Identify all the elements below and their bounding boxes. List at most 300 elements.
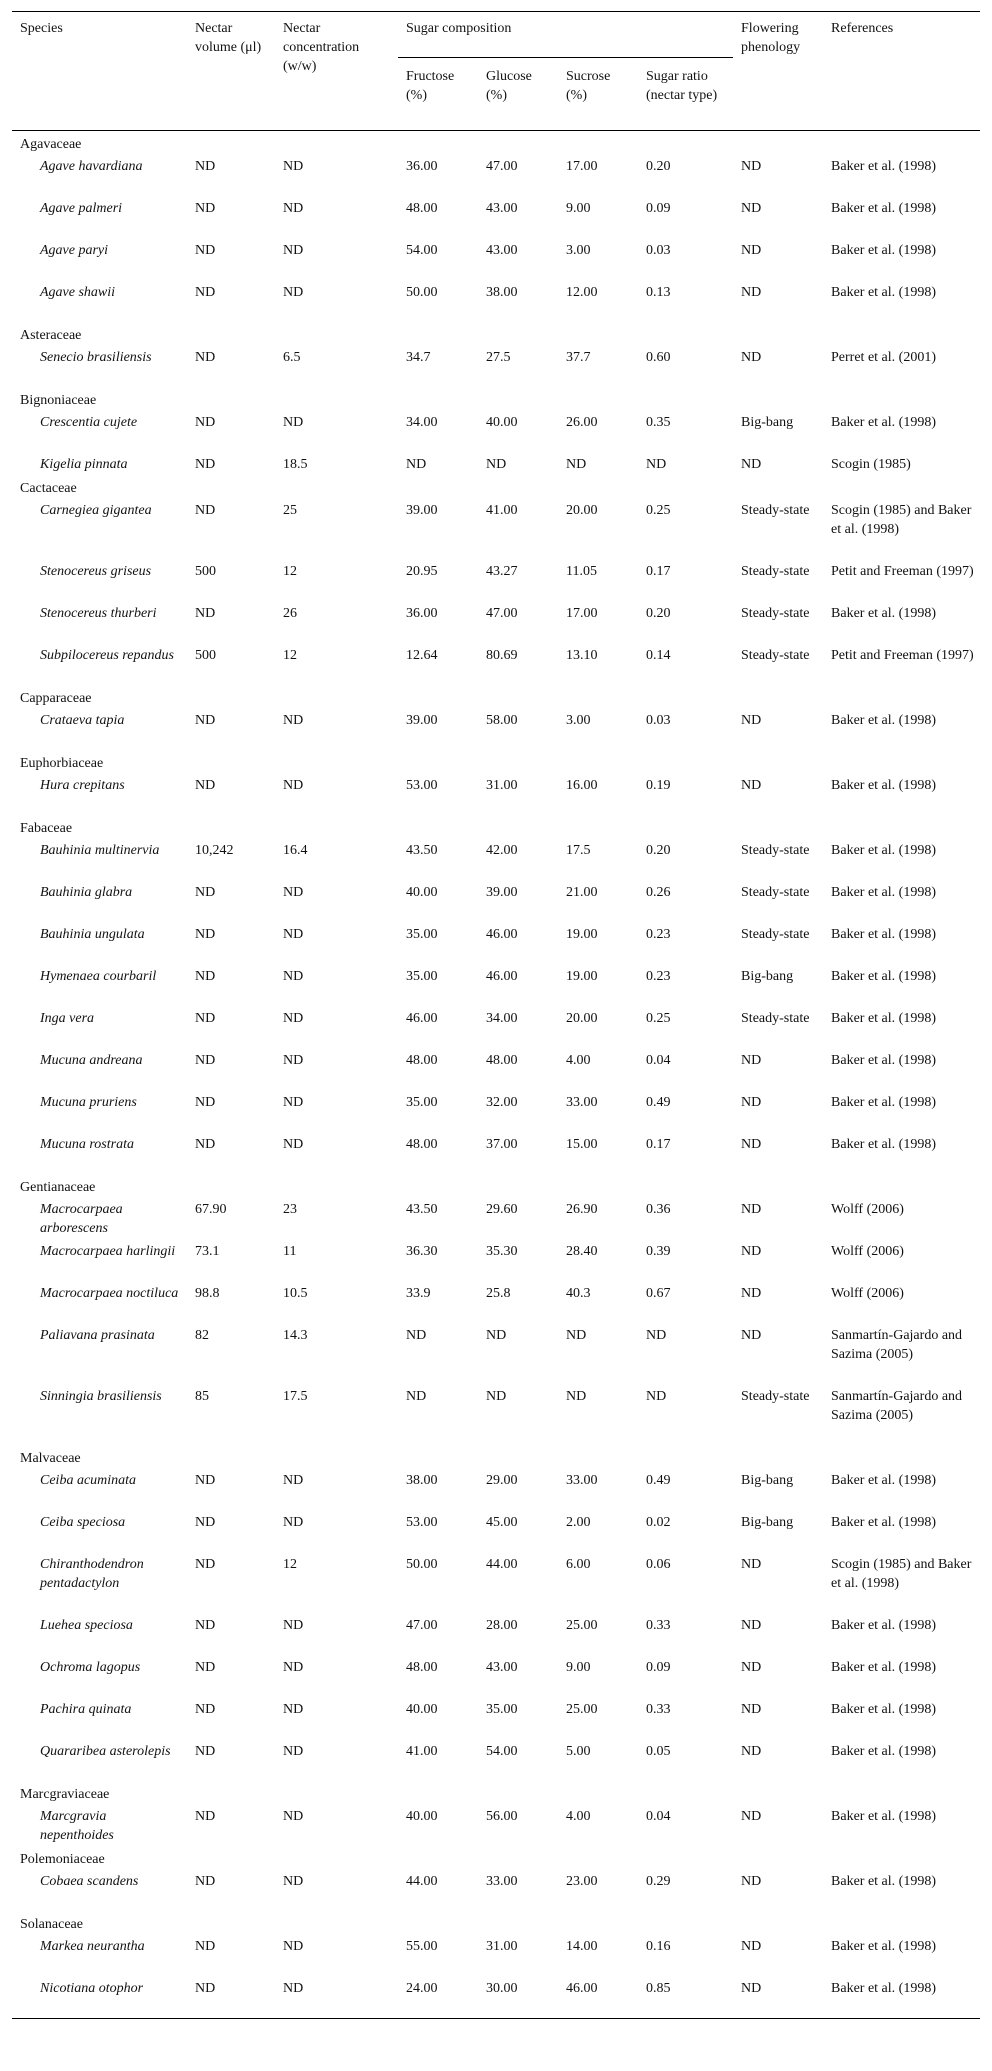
family-name: Asteraceae: [20, 328, 82, 343]
nectar-concentration-cell: ND: [283, 1660, 304, 1675]
glucose-cell: 46.00: [486, 927, 518, 942]
family-name: Agavaceae: [20, 137, 82, 152]
glucose-cell: 30.00: [478, 1976, 558, 2018]
table-body: [12, 131, 980, 2019]
table-row: [12, 1323, 980, 1384]
species-cell: Subpilocereus repandus: [40, 648, 174, 663]
sucrose-cell: 46.00: [558, 1976, 638, 2018]
nectar-concentration-cell: 11: [283, 1244, 297, 1259]
sugar-ratio-cell: ND: [646, 1389, 667, 1404]
fructose-cell: 40.00: [406, 885, 438, 900]
phenology-cell: ND: [741, 778, 762, 793]
species-cell: Pachira quinata: [40, 1702, 132, 1717]
glucose-cell: 29.60: [486, 1202, 518, 1217]
phenology-cell: ND: [741, 1244, 762, 1259]
species-cell: Agave shawii: [40, 285, 116, 300]
family-name: Bignoniaceae: [20, 393, 97, 408]
nectar-concentration-cell: ND: [283, 159, 304, 174]
glucose-cell: 39.00: [486, 885, 518, 900]
table-row: [12, 1613, 980, 1655]
phenology-cell: Big-bang: [741, 1473, 794, 1488]
sugar-ratio-cell: 0.33: [646, 1702, 671, 1717]
nectar-volume-cell: 82: [195, 1328, 209, 1343]
phenology-cell: ND: [741, 159, 762, 174]
phenology-cell: ND: [741, 1874, 762, 1889]
nectar-volume-cell: ND: [195, 1557, 216, 1572]
nectar-volume-cell: ND: [195, 1618, 216, 1633]
glucose-cell: 40.00: [486, 415, 518, 430]
glucose-cell: 41.00: [486, 503, 518, 518]
table-row: [12, 601, 980, 643]
glucose-cell: ND: [486, 1389, 507, 1404]
glucose-cell: 47.00: [486, 606, 518, 621]
phenology-cell: ND: [741, 285, 762, 300]
nectar-volume-cell: ND: [195, 778, 216, 793]
nectar-volume-cell: 500: [195, 564, 216, 579]
glucose-cell: 38.00: [486, 285, 518, 300]
sucrose-cell: 25.00: [566, 1702, 598, 1717]
phenology-cell: ND: [741, 1557, 762, 1572]
reference-cell: Scogin (1985) and Baker et al. (1998): [831, 1557, 972, 1591]
family-row: [12, 1174, 980, 1197]
phenology-cell: Big-bang: [741, 969, 794, 984]
phenology-cell: ND: [741, 243, 762, 258]
species-cell: Agave havardiana: [40, 159, 143, 174]
glucose-cell: 34.00: [486, 1011, 518, 1026]
table-row: [12, 1006, 980, 1048]
fructose-cell: ND: [406, 1328, 427, 1343]
species-cell: Luehea speciosa: [40, 1618, 133, 1633]
sucrose-cell: ND: [566, 1389, 587, 1404]
sucrose-cell: 28.40: [566, 1244, 598, 1259]
reference-cell: Baker et al. (1998): [831, 1618, 936, 1633]
nectar-volume-cell: ND: [195, 1660, 216, 1675]
table-row: [12, 880, 980, 922]
header-sucrose: Sucrose (%): [558, 58, 638, 131]
table-row: [12, 1869, 980, 1911]
nectar-volume-cell: ND: [195, 885, 216, 900]
species-cell: Bauhinia glabra: [40, 885, 133, 900]
sucrose-cell: 9.00: [566, 201, 591, 216]
phenology-cell: Steady-state: [741, 1011, 810, 1026]
fructose-cell: 48.00: [406, 1137, 438, 1152]
phenology-cell: ND: [733, 1976, 823, 2018]
glucose-cell: 47.00: [486, 159, 518, 174]
phenology-cell: Steady-state: [741, 843, 810, 858]
reference-cell: Baker et al. (1998): [831, 1939, 936, 1954]
fructose-cell: 39.00: [406, 713, 438, 728]
sugar-ratio-cell: 0.36: [646, 1202, 671, 1217]
sugar-ratio-cell: ND: [646, 1328, 667, 1343]
phenology-cell: ND: [741, 1328, 762, 1343]
sugar-ratio-cell: 0.02: [646, 1515, 671, 1530]
nectar-volume-cell: ND: [195, 713, 216, 728]
species-cell: Nicotiana otophor: [12, 1976, 187, 2018]
family-name: Capparaceae: [20, 691, 92, 706]
phenology-cell: ND: [741, 1939, 762, 1954]
nectar-concentration-cell: ND: [283, 1053, 304, 1068]
reference-cell: Baker et al. (1998): [831, 713, 936, 728]
fructose-cell: 36.00: [406, 606, 438, 621]
sugar-ratio-cell: 0.67: [646, 1286, 671, 1301]
table-row: [12, 345, 980, 387]
species-cell: Mucuna rostrata: [40, 1137, 134, 1152]
family-row: [12, 322, 980, 345]
sucrose-cell: 16.00: [566, 778, 598, 793]
phenology-cell: Big-bang: [741, 1515, 794, 1530]
nectar-volume-cell: ND: [195, 415, 216, 430]
nectar-volume-cell: ND: [195, 503, 216, 518]
nectar-table: [12, 11, 980, 2019]
table-row: [12, 964, 980, 1006]
table-row: [12, 1697, 980, 1739]
fructose-cell: 38.00: [406, 1473, 438, 1488]
fructose-cell: 47.00: [406, 1618, 438, 1633]
fructose-cell: 46.00: [406, 1011, 438, 1026]
fructose-cell: 24.00: [398, 1976, 478, 2018]
phenology-cell: ND: [741, 713, 762, 728]
sugar-ratio-cell: 0.14: [646, 648, 671, 663]
glucose-cell: 42.00: [486, 843, 518, 858]
nectar-concentration-cell: ND: [283, 1137, 304, 1152]
phenology-cell: Steady-state: [741, 927, 810, 942]
species-cell: Crescentia cujete: [40, 415, 138, 430]
glucose-cell: 43.00: [486, 243, 518, 258]
header-nectar-concentration: Nectar concentration (w/w): [275, 12, 398, 131]
phenology-cell: ND: [741, 1095, 762, 1110]
glucose-cell: 33.00: [486, 1874, 518, 1889]
glucose-cell: 48.00: [486, 1053, 518, 1068]
reference-cell: Petit and Freeman (1997): [831, 564, 974, 579]
sucrose-cell: ND: [566, 1328, 587, 1343]
glucose-cell: 37.00: [486, 1137, 518, 1152]
sugar-ratio-cell: 0.06: [646, 1557, 671, 1572]
sugar-ratio-cell: 0.05: [646, 1744, 671, 1759]
fructose-cell: 43.50: [406, 843, 438, 858]
nectar-concentration-cell: ND: [283, 885, 304, 900]
sugar-ratio-cell: 0.20: [646, 606, 671, 621]
fructose-cell: 54.00: [406, 243, 438, 258]
family-row: [12, 750, 980, 773]
nectar-concentration-cell: 17.5: [283, 1389, 308, 1404]
phenology-cell: Steady-state: [741, 885, 810, 900]
fructose-cell: 35.00: [406, 1095, 438, 1110]
fructose-cell: 39.00: [406, 503, 438, 518]
nectar-concentration-cell: ND: [283, 1809, 304, 1824]
glucose-cell: 35.30: [486, 1244, 518, 1259]
sugar-ratio-cell: 0.39: [646, 1244, 671, 1259]
sucrose-cell: 33.00: [566, 1095, 598, 1110]
glucose-cell: 32.00: [486, 1095, 518, 1110]
species-cell: Macrocarpaea arborescens: [40, 1202, 123, 1236]
sugar-ratio-cell: 0.09: [646, 1660, 671, 1675]
nectar-volume-cell: ND: [195, 1874, 216, 1889]
nectar-concentration-cell: ND: [283, 243, 304, 258]
species-cell: Kigelia pinnata: [40, 457, 128, 472]
reference-cell: Baker et al. (1998): [831, 843, 936, 858]
nectar-concentration-cell: ND: [275, 1976, 398, 2018]
nectar-volume-cell: ND: [195, 1011, 216, 1026]
fructose-cell: 50.00: [406, 1557, 438, 1572]
nectar-volume-cell: 500: [195, 648, 216, 663]
species-cell: Sinningia brasiliensis: [40, 1389, 162, 1404]
table-row: [12, 1934, 980, 1976]
sucrose-cell: 26.90: [566, 1202, 598, 1217]
family-name: Cactaceae: [20, 481, 77, 496]
fructose-cell: 55.00: [406, 1939, 438, 1954]
nectar-concentration-cell: ND: [283, 1515, 304, 1530]
table-row: [12, 1384, 980, 1445]
glucose-cell: 56.00: [486, 1809, 518, 1824]
nectar-concentration-cell: 12: [283, 564, 297, 579]
glucose-cell: 44.00: [486, 1557, 518, 1572]
phenology-cell: ND: [741, 1660, 762, 1675]
reference-cell: Baker et al. (1998): [831, 1809, 936, 1824]
species-cell: Quararibea asterolepis: [40, 1744, 171, 1759]
glucose-cell: 45.00: [486, 1515, 518, 1530]
sugar-ratio-cell: 0.23: [646, 927, 671, 942]
nectar-concentration-cell: ND: [283, 415, 304, 430]
reference-cell: Sanmartín-Gajardo and Sazima (2005): [831, 1389, 963, 1423]
species-cell: Crataeva tapia: [40, 713, 125, 728]
table-row: [12, 410, 980, 452]
glucose-cell: 54.00: [486, 1744, 518, 1759]
reference-cell: Baker et al. (1998): [831, 1053, 936, 1068]
glucose-cell: 29.00: [486, 1473, 518, 1488]
reference-cell: Baker et al. (1998): [831, 1473, 936, 1488]
species-cell: Bauhinia ungulata: [40, 927, 145, 942]
species-cell: Mucuna andreana: [40, 1053, 143, 1068]
species-cell: Inga vera: [40, 1011, 95, 1026]
nectar-concentration-cell: ND: [283, 713, 304, 728]
reference-cell: Baker et al. (1998): [831, 969, 936, 984]
sugar-ratio-cell: 0.03: [646, 713, 671, 728]
sucrose-cell: 2.00: [566, 1515, 591, 1530]
nectar-volume-cell: ND: [195, 927, 216, 942]
nectar-volume-cell: ND: [195, 1095, 216, 1110]
table-row: [12, 498, 980, 559]
fructose-cell: ND: [406, 457, 427, 472]
sucrose-cell: 17.00: [566, 159, 598, 174]
table-row: [12, 838, 980, 880]
header-sugar-ratio: Sugar ratio (nectar type): [638, 58, 733, 131]
nectar-concentration-cell: ND: [283, 1095, 304, 1110]
nectar-volume-cell: ND: [195, 1473, 216, 1488]
nectar-concentration-cell: 26: [283, 606, 297, 621]
nectar-concentration-cell: 23: [283, 1202, 297, 1217]
header-glucose: Glucose (%): [478, 58, 558, 131]
table-row: [12, 643, 980, 685]
nectar-concentration-cell: ND: [283, 1618, 304, 1633]
phenology-cell: ND: [741, 1053, 762, 1068]
sugar-ratio-cell: 0.03: [646, 243, 671, 258]
sugar-ratio-cell: 0.17: [646, 564, 671, 579]
fructose-cell: 35.00: [406, 927, 438, 942]
reference-cell: Baker et al. (1998): [831, 159, 936, 174]
table-row: [12, 1655, 980, 1697]
sugar-ratio-cell: 0.20: [646, 843, 671, 858]
sugar-ratio-cell: 0.04: [646, 1809, 671, 1824]
sugar-ratio-cell: 0.25: [646, 1011, 671, 1026]
table-row: [12, 708, 980, 750]
family-row: [12, 1781, 980, 1804]
sugar-ratio-cell: 0.29: [646, 1874, 671, 1889]
fructose-cell: 50.00: [406, 285, 438, 300]
glucose-cell: 35.00: [486, 1702, 518, 1717]
table-row: [12, 280, 980, 322]
sucrose-cell: 26.00: [566, 415, 598, 430]
sucrose-cell: 40.3: [566, 1286, 591, 1301]
sugar-ratio-cell: 0.04: [646, 1053, 671, 1068]
species-cell: Macrocarpaea harlingii: [40, 1244, 176, 1259]
reference-cell: Baker et al. (1998): [831, 927, 936, 942]
species-cell: Bauhinia multinervia: [40, 843, 160, 858]
phenology-cell: ND: [741, 1809, 762, 1824]
table-row: [12, 238, 980, 280]
reference-cell: Baker et al. (1998): [831, 243, 936, 258]
phenology-cell: ND: [741, 1137, 762, 1152]
family-name: Fabaceae: [20, 821, 73, 836]
glucose-cell: 25.8: [486, 1286, 511, 1301]
family-name: Marcgraviaceae: [20, 1787, 110, 1802]
table-row: [12, 773, 980, 815]
phenology-cell: Steady-state: [741, 606, 810, 621]
family-name: Solanaceae: [20, 1917, 83, 1932]
fructose-cell: 20.95: [406, 564, 438, 579]
fructose-cell: 40.00: [406, 1809, 438, 1824]
phenology-cell: ND: [741, 201, 762, 216]
header-fructose: Fructose (%): [398, 58, 478, 131]
nectar-concentration-cell: ND: [283, 778, 304, 793]
species-cell: Mucuna pruriens: [40, 1095, 137, 1110]
sucrose-cell: 20.00: [566, 503, 598, 518]
species-cell: Macrocarpaea noctiluca: [40, 1286, 179, 1301]
sucrose-cell: 6.00: [566, 1557, 591, 1572]
table-row: [12, 452, 980, 475]
phenology-cell: ND: [741, 1702, 762, 1717]
sugar-ratio-cell: 0.26: [646, 885, 671, 900]
sucrose-cell: 5.00: [566, 1744, 591, 1759]
sucrose-cell: 3.00: [566, 713, 591, 728]
family-name: Polemoniaceae: [20, 1852, 105, 1867]
header-species: Species: [12, 12, 187, 131]
reference-cell: Petit and Freeman (1997): [831, 648, 974, 663]
table-row: [12, 1048, 980, 1090]
table-row: [12, 1281, 980, 1323]
glucose-cell: 28.00: [486, 1618, 518, 1633]
nectar-concentration-cell: ND: [283, 927, 304, 942]
reference-cell: Baker et al. (1998): [831, 1011, 936, 1026]
family-row: [12, 131, 980, 155]
nectar-concentration-cell: ND: [283, 201, 304, 216]
sucrose-cell: 25.00: [566, 1618, 598, 1633]
sucrose-cell: 19.00: [566, 927, 598, 942]
nectar-volume-cell: 85: [195, 1389, 209, 1404]
phenology-cell: ND: [741, 1744, 762, 1759]
reference-cell: Baker et al. (1998): [831, 1660, 936, 1675]
nectar-concentration-cell: 6.5: [283, 350, 301, 365]
reference-cell: Wolff (2006): [831, 1286, 904, 1301]
family-row: [12, 1911, 980, 1934]
header-nectar-volume: Nectar volume (μl): [187, 12, 275, 131]
nectar-concentration-cell: ND: [283, 1473, 304, 1488]
reference-cell: Baker et al. (1998): [831, 606, 936, 621]
nectar-volume-cell: ND: [187, 1976, 275, 2018]
glucose-cell: 27.5: [486, 350, 511, 365]
family-row: [12, 475, 980, 498]
sucrose-cell: 33.00: [566, 1473, 598, 1488]
species-cell: Ceiba speciosa: [40, 1515, 126, 1530]
species-cell: Cobaea scandens: [40, 1874, 139, 1889]
table-row: [12, 1976, 980, 2018]
nectar-concentration-cell: 14.3: [283, 1328, 308, 1343]
reference-cell: Baker et al. (1998): [823, 1976, 980, 2018]
nectar-concentration-cell: 16.4: [283, 843, 308, 858]
family-name: Malvaceae: [20, 1451, 81, 1466]
phenology-cell: Steady-state: [741, 503, 810, 518]
family-row: [12, 1445, 980, 1468]
fructose-cell: ND: [406, 1389, 427, 1404]
nectar-volume-cell: 67.90: [195, 1202, 227, 1217]
nectar-concentration-cell: ND: [283, 1702, 304, 1717]
fructose-cell: 43.50: [406, 1202, 438, 1217]
fructose-cell: 53.00: [406, 1515, 438, 1530]
table-row: [12, 559, 980, 601]
phenology-cell: Steady-state: [741, 564, 810, 579]
sucrose-cell: 13.10: [566, 648, 598, 663]
family-row: [12, 815, 980, 838]
sugar-ratio-cell: 0.49: [646, 1095, 671, 1110]
sucrose-cell: 4.00: [566, 1809, 591, 1824]
fructose-cell: 53.00: [406, 778, 438, 793]
sugar-ratio-cell: 0.13: [646, 285, 671, 300]
family-name: Euphorbiaceae: [20, 756, 104, 771]
table-row: [12, 1239, 980, 1281]
nectar-volume-cell: 98.8: [195, 1286, 220, 1301]
table-row: [12, 922, 980, 964]
nectar-volume-cell: ND: [195, 606, 216, 621]
reference-cell: Baker et al. (1998): [831, 1137, 936, 1152]
nectar-concentration-cell: 10.5: [283, 1286, 308, 1301]
sucrose-cell: 19.00: [566, 969, 598, 984]
phenology-cell: ND: [741, 350, 762, 365]
sucrose-cell: 3.00: [566, 243, 591, 258]
fructose-cell: 40.00: [406, 1702, 438, 1717]
sucrose-cell: 20.00: [566, 1011, 598, 1026]
nectar-concentration-cell: 12: [283, 648, 297, 663]
sugar-ratio-cell: 0.23: [646, 969, 671, 984]
fructose-cell: 48.00: [406, 1660, 438, 1675]
species-cell: Senecio brasiliensis: [40, 350, 152, 365]
nectar-volume-cell: 10,242: [195, 843, 234, 858]
sucrose-cell: 17.00: [566, 606, 598, 621]
sugar-ratio-cell: 0.20: [646, 159, 671, 174]
family-row: [12, 1846, 980, 1869]
reference-cell: Wolff (2006): [831, 1244, 904, 1259]
fructose-cell: 34.00: [406, 415, 438, 430]
nectar-volume-cell: ND: [195, 1053, 216, 1068]
reference-cell: Baker et al. (1998): [831, 285, 936, 300]
sugar-ratio-cell: 0.33: [646, 1618, 671, 1633]
reference-cell: Baker et al. (1998): [831, 778, 936, 793]
nectar-volume-cell: ND: [195, 1809, 216, 1824]
phenology-cell: ND: [741, 1202, 762, 1217]
nectar-volume-cell: ND: [195, 350, 216, 365]
species-cell: Markea neurantha: [40, 1939, 145, 1954]
nectar-concentration-cell: ND: [283, 1874, 304, 1889]
fructose-cell: 33.9: [406, 1286, 431, 1301]
species-cell: Stenocereus thurberi: [40, 606, 157, 621]
